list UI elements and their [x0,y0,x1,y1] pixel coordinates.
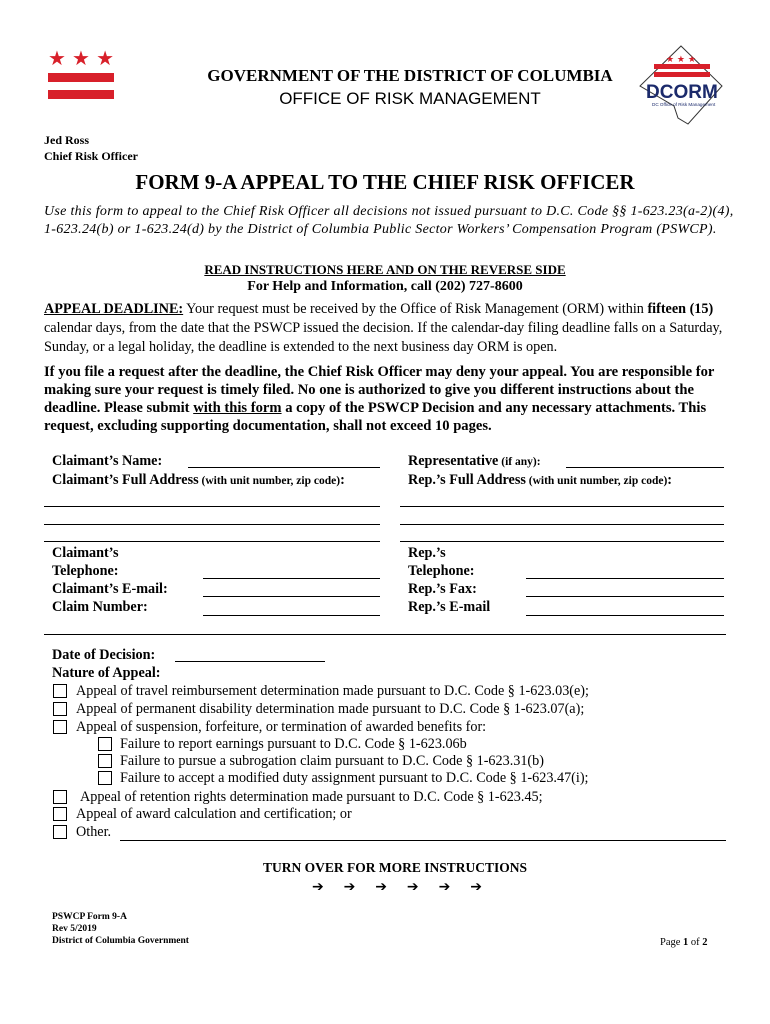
appeal-option-suspension: Appeal of suspension, forfeiture, or termination of awarded benefits for: [76,719,487,735]
appeal-option-retention: Appeal of retention rights determination made pursuant to D.C. Code § 1-623.45; [80,789,543,805]
rep-label-note: (if any): [498,456,541,468]
government-heading: GOVERNMENT OF THE DISTRICT OF COLUMBIA [207,66,613,85]
rep-email-label: Rep.’s E-mail [408,599,491,615]
deadline-text-2: calendar days, from the date that the PSWCP issued the decision. If the calendar-day filing deadline falls on a Saturday, Sunday, or a legal holiday, the deadline is extended to the next business day ORM is open. [44,320,723,355]
deadline-text: Your request must be received by the Office of Risk Management (ORM) within [183,301,648,317]
warning-text-2: a copy of the PSWCP Decision and any necessary attachments. This request, excluding supporting documentation, shall not exceed 10 pages. [44,400,707,434]
dc-flag-bar-top [48,73,114,82]
help-line: For Help and Information, call (202) 727-8600 [247,279,523,294]
rep-address-text: Rep.’s Full Address [408,472,526,488]
rep-address-label [408,471,672,490]
date-of-decision-label: Date of Decision: [52,647,156,663]
appeal-deadline-paragraph [44,300,734,357]
appeal-award-checkbox[interactable] [53,807,67,821]
claimant-email-field[interactable] [203,596,380,597]
appeal-option-disability: Appeal of permanent disability determination made pursuant to D.C. Code § 1-623.07(a); [76,701,585,717]
footer-agency: District of Columbia Government [52,936,189,946]
star-icon: ★ [72,46,90,70]
claimant-phone-label-2: Telephone: [52,563,119,579]
arrow-right-icon: ➔ [438,879,451,895]
rep-fax-field[interactable] [526,596,724,597]
representative-name-field[interactable] [566,467,724,468]
rep-address-line-2[interactable] [400,524,724,525]
failure-report-checkbox[interactable] [98,737,112,751]
appeal-suspension-checkbox[interactable] [53,720,67,734]
appeal-retention-checkbox[interactable] [53,790,67,804]
colon: : [340,472,345,488]
chief-officer-block [44,132,138,164]
rep-fax-label: Rep.’s Fax: [408,581,477,597]
footer-form-id: PSWCP Form 9-A [52,912,127,922]
claimant-phone-field[interactable] [203,578,380,579]
page-current: 1 [683,937,689,948]
late-filing-warning [44,363,734,435]
svg-text:DC Office of Risk Management: DC Office of Risk Management [652,102,716,107]
star-icon: ★ [96,46,114,70]
claim-number-label: Claim Number: [52,599,148,615]
page-total: 2 [702,937,708,948]
arrow-row [312,879,482,895]
footer-revision: Rev 5/2019 [52,924,97,934]
failure-subrogation-checkbox[interactable] [98,754,112,768]
warning-text: If you file a request after the deadline, the Chief Risk Officer may deny your appeal. You are responsible for making sure your request is timely filed. No one is authorized to give you different instructions about the deadline. Please submit [44,364,715,416]
failure-modified-duty-checkbox[interactable] [98,771,112,785]
with-this-form: with this form [193,400,282,416]
turn-over-notice: TURN OVER FOR MORE INSTRUCTIONS [262,860,528,875]
page-of: of [688,937,703,948]
claimant-address-line-3[interactable] [44,541,380,542]
claim-number-field[interactable] [203,615,380,616]
claimant-email-label: Claimant’s E-mail: [52,581,168,597]
officer-title: Chief Risk Officer [44,149,138,163]
appeal-option-travel: Appeal of travel reimbursement determination made pursuant to D.C. Code § 1-623.03(e); [76,683,589,699]
form-title: FORM 9-A APPEAL TO THE CHIEF RISK OFFICER [135,170,635,194]
svg-text:★ ★ ★: ★ ★ ★ [666,55,696,65]
deadline-label: APPEAL DEADLINE: [44,301,184,317]
svg-text:DCORM: DCORM [646,82,718,103]
dcorm-logo [636,44,726,126]
appeal-option-other: Other. [76,824,112,840]
arrow-right-icon: ➔ [375,879,388,895]
nature-of-appeal-label: Nature of Appeal: [52,665,161,681]
colon: : [667,472,673,488]
arrow-right-icon: ➔ [312,879,324,895]
arrow-right-icon: ➔ [406,879,419,895]
appeal-suboption-report: Failure to report earnings pursuant to D.C. Code § 1-623.06b [120,736,467,752]
appeal-travel-checkbox[interactable] [53,684,67,698]
rep-address-line-1[interactable] [400,506,724,507]
claimant-name-label: Claimant’s Name: [52,453,163,469]
claimant-address-line-1[interactable] [44,506,380,507]
appeal-disability-checkbox[interactable] [53,702,67,716]
appeal-other-checkbox[interactable] [53,825,67,839]
dc-flag-stars [48,46,114,70]
rep-address-line-3[interactable] [400,541,724,542]
star-icon: ★ [48,46,66,70]
page-number [660,937,708,948]
claimant-address-line-2[interactable] [44,524,380,525]
page-prefix: Page [660,937,684,948]
arrow-right-icon: ➔ [470,879,482,895]
rep-phone-label-2: Telephone: [408,563,475,579]
claimant-address-label [52,471,345,490]
other-description-field[interactable] [120,840,726,841]
rep-phone-field[interactable] [526,578,724,579]
date-of-decision-field[interactable] [175,661,325,662]
claimant-address-note: (with unit number, zip code) [198,475,341,487]
claimant-name-field[interactable] [188,467,380,468]
section-divider [44,634,726,635]
office-heading: OFFICE OF RISK MANAGEMENT [279,89,541,108]
read-instructions: READ INSTRUCTIONS HERE AND ON THE REVERSE SIDE [204,262,566,277]
form-intro: Use this form to appeal to the Chief Risk Officer all decisions not issued pursuant to D.C. Code §§ 1-623.23(a-2)(4), 1-623.24(b) or 1-623.24(d) by the District of Columbia Public Sector Workers’ Compensation Program (PSWCP). [44,204,734,237]
footer-block [52,911,189,947]
appeal-suboption-subrogation: Failure to pursue a subrogation claim pursuant to D.C. Code § 1-623.31(b) [120,753,544,769]
claimant-phone-label-1: Claimant’s [52,545,119,561]
appeal-suboption-modified-duty: Failure to accept a modified duty assignment pursuant to D.C. Code § 1-623.47(i); [120,770,589,786]
deadline-days: fifteen (15) [647,301,714,317]
appeal-option-award: Appeal of award calculation and certification; or [76,806,352,822]
dc-map-icon [636,44,726,126]
rep-label-text: Representative [408,453,499,469]
rep-address-note: (with unit number, zip code) [525,475,668,487]
arrow-right-icon: ➔ [343,879,356,895]
claimant-address-text: Claimant’s Full Address [52,472,199,488]
officer-name: Jed Ross [44,133,90,147]
representative-label [408,452,541,471]
dc-flag-bar-bottom [48,90,114,99]
rep-email-field[interactable] [526,615,724,616]
rep-phone-label-1: Rep.’s [408,545,446,561]
